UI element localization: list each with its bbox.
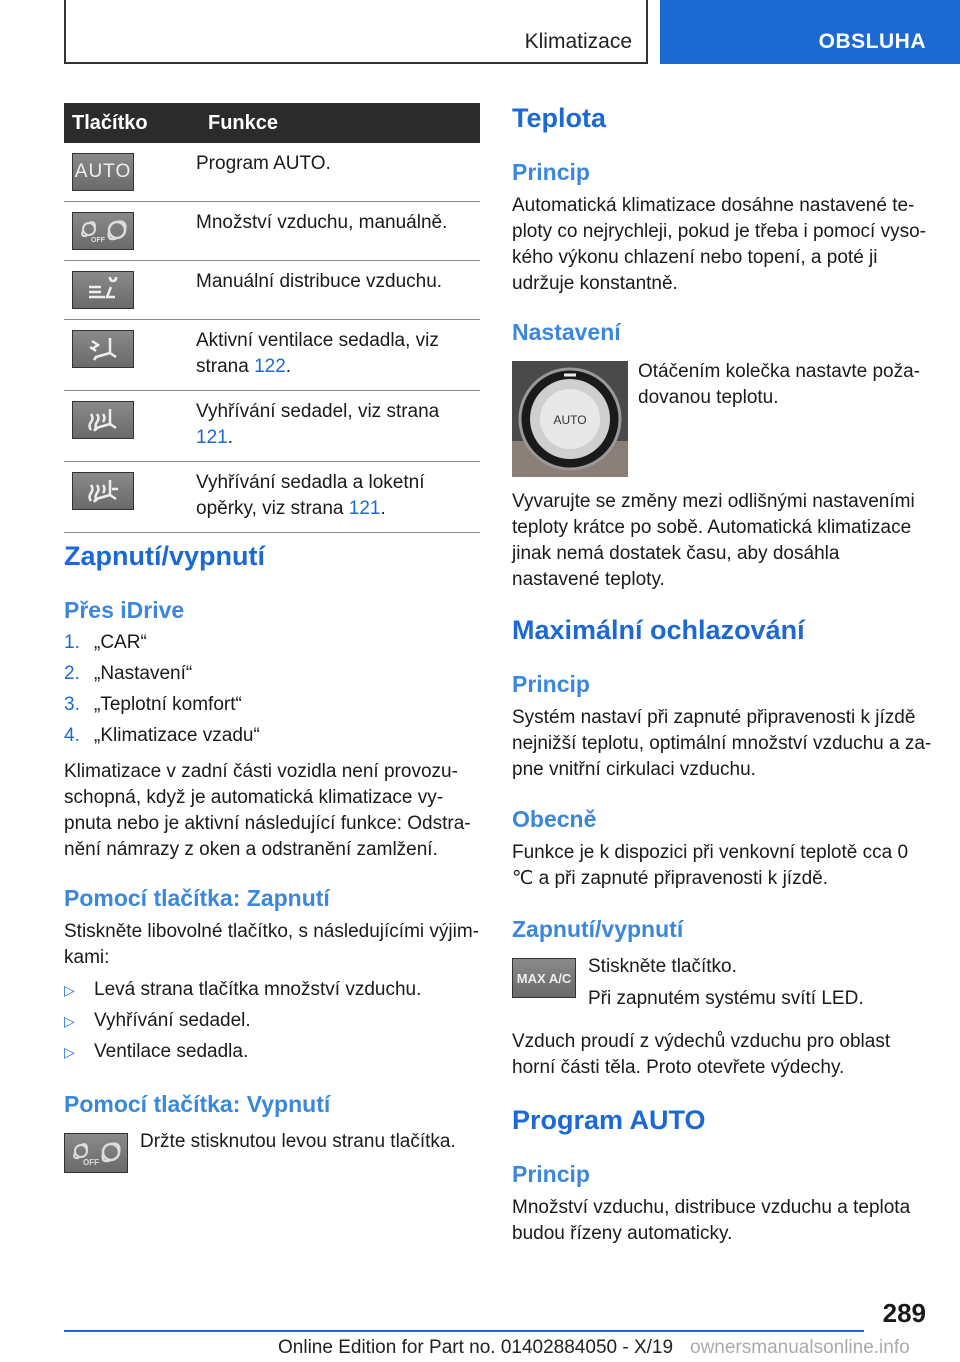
page-link-122[interactable]: 122 [254, 356, 286, 377]
fan-off-button-icon [72, 212, 134, 250]
svg-text:OFF: OFF [91, 237, 105, 244]
section-title: OBSLUHA [818, 30, 926, 53]
watermark: ownersmanualsonline.info [690, 1337, 910, 1358]
heading-general: Obecně [512, 806, 597, 832]
seat-ventilation-button-icon [72, 330, 134, 368]
list-item: 3. „Teplotní komfort“ [64, 694, 242, 715]
table-row: Aktivní ventilace sedadla, viz strana 122. [64, 320, 480, 391]
table-header-row [64, 103, 480, 143]
svg-text:AUTO: AUTO [553, 413, 587, 427]
max-airflow-text: Vzduch proudí z výdechů vzduchu pro oblast horní části těla. Proto otevřete výdechy. [512, 1031, 891, 1078]
table-row: Vyhřívání sedadla a loketní opěrky, viz strana 121. [64, 462, 480, 533]
footer-rule [64, 1330, 864, 1332]
list-item: 4. „Klimatizace vzadu“ [64, 725, 260, 746]
heading-principle: Princip [512, 671, 590, 697]
table-row [64, 261, 480, 320]
air-distribution-button-icon [72, 271, 134, 309]
max-press-text: Stiskněte tlačítko. [588, 956, 737, 977]
temperature-knob-image [512, 361, 628, 477]
max-principle: Systém nastaví při zapnuté připravenosti k jízdě nejnižší teplotu, optimální množství vzduchu a za- pne vnitřní cirkulaci vzduchu. [512, 707, 932, 780]
list-item: 2. „Nastavení“ [64, 663, 193, 684]
heading-idrive: Přes iDrive [64, 597, 185, 623]
page-number: 289 [882, 1298, 926, 1328]
table-header-button: Tlačítko [64, 103, 196, 143]
heading-principle: Princip [512, 1161, 590, 1187]
page-header [0, 0, 960, 66]
heading-button-on: Pomocí tlačítka: Zapnutí [64, 885, 330, 911]
seat-armrest-heating-button-icon [72, 472, 134, 510]
header-section-tab [660, 0, 960, 64]
svg-text:OFF: OFF [83, 1158, 99, 1167]
list-item: 1. „CAR“ [64, 632, 147, 653]
header-chapter-box [64, 0, 648, 64]
table-cell-text: Množství vzduchu, manuálně. [196, 212, 448, 233]
table-cell-text: Aktivní ventilace sedadla, viz strana [196, 330, 439, 377]
button-function-table [64, 103, 480, 533]
temperature-setting-text: Otáčením kolečka nastavte poža- dovanou teplotu. [638, 361, 920, 408]
table-cell-text: Vyhřívání sedadel, viz strana [196, 401, 440, 422]
table-cell-text: Manuální distribuce vzduchu. [196, 271, 443, 292]
temperature-advice: Vyvarujte se změny mezi odlišnými nastaveními teploty krátce po sobě. Automatická klimatizace jinak nemá dostatek času, aby dosáhla nastavené teploty. [512, 491, 915, 590]
table-cell-text: Vyhřívání sedadla a loketní opěrky, viz strana [196, 472, 425, 519]
exceptions-list [64, 974, 480, 1067]
heading-principle: Princip [512, 159, 590, 185]
auto-principle: Množství vzduchu, distribuce vzduchu a teplota budou řízeny automaticky. [512, 1197, 911, 1244]
idrive-steps [64, 627, 480, 751]
edition-text: Online Edition for Part no. 01402884050 - X/19 [278, 1337, 674, 1358]
button-on-text: Stiskněte libovolné tlačítko, s následujícími výjim- kami: [64, 921, 479, 968]
list-item: ▷ Ventilace sedadla. [64, 1041, 249, 1062]
heading-max-cooling: Maximální ochlazování [512, 615, 805, 645]
heading-on-off: Zapnutí/vypnutí [64, 541, 265, 571]
heading-temperature: Teplota [512, 103, 606, 133]
page-link-121[interactable]: 121 [196, 427, 228, 448]
table-row [64, 143, 480, 202]
auto-button-icon: AUTO [72, 153, 134, 191]
button-off-text: Držte stisknutou levou stranu tlačítka. [140, 1131, 456, 1152]
fan-off-button-icon [64, 1133, 128, 1173]
table-row [64, 202, 480, 261]
temperature-principle: Automatická klimatizace dosáhne nastavené te- ploty co nejrychleji, pokud je třeba i pomocí vyso- kého výkonu chlazení nebo topení, a poté ji udržuje konstantně. [512, 195, 926, 294]
table-row: Vyhřívání sedadel, viz strana 121. [64, 391, 480, 462]
table-header-function: Funkce [196, 103, 480, 143]
left-column [64, 103, 480, 1167]
max-led-text: Při zapnutém systému svítí LED. [588, 988, 864, 1009]
max-general: Funkce je k dispozici při venkovní teplotě cca 0 ℃ a při zapnuté připravenosti k jízdě. [512, 842, 909, 889]
list-item: ▷ Vyhřívání sedadel. [64, 1010, 251, 1031]
chapter-title: Klimatizace [524, 30, 632, 53]
heading-on-off: Zapnutí/vypnutí [512, 916, 684, 942]
heading-setting: Nastavení [512, 319, 621, 345]
max-ac-button-icon: MAX A/C [512, 958, 576, 998]
heading-button-off: Pomocí tlačítka: Vypnutí [64, 1091, 331, 1117]
idrive-note: Klimatizace v zadní části vozidla není provozu- schopná, když je automatická klimatizace vy- pnuta nebo je aktivní následující funkce: Odstra- nění námrazy z oken a odstranění zamlžení. [64, 761, 471, 860]
page-link-121b[interactable]: 121 [348, 498, 381, 519]
seat-heating-button-icon [72, 401, 134, 439]
heading-program-auto: Program AUTO [512, 1105, 706, 1135]
table-cell-text: Program AUTO. [196, 153, 331, 174]
list-item: ▷ Levá strana tlačítka množství vzduchu. [64, 979, 422, 1000]
